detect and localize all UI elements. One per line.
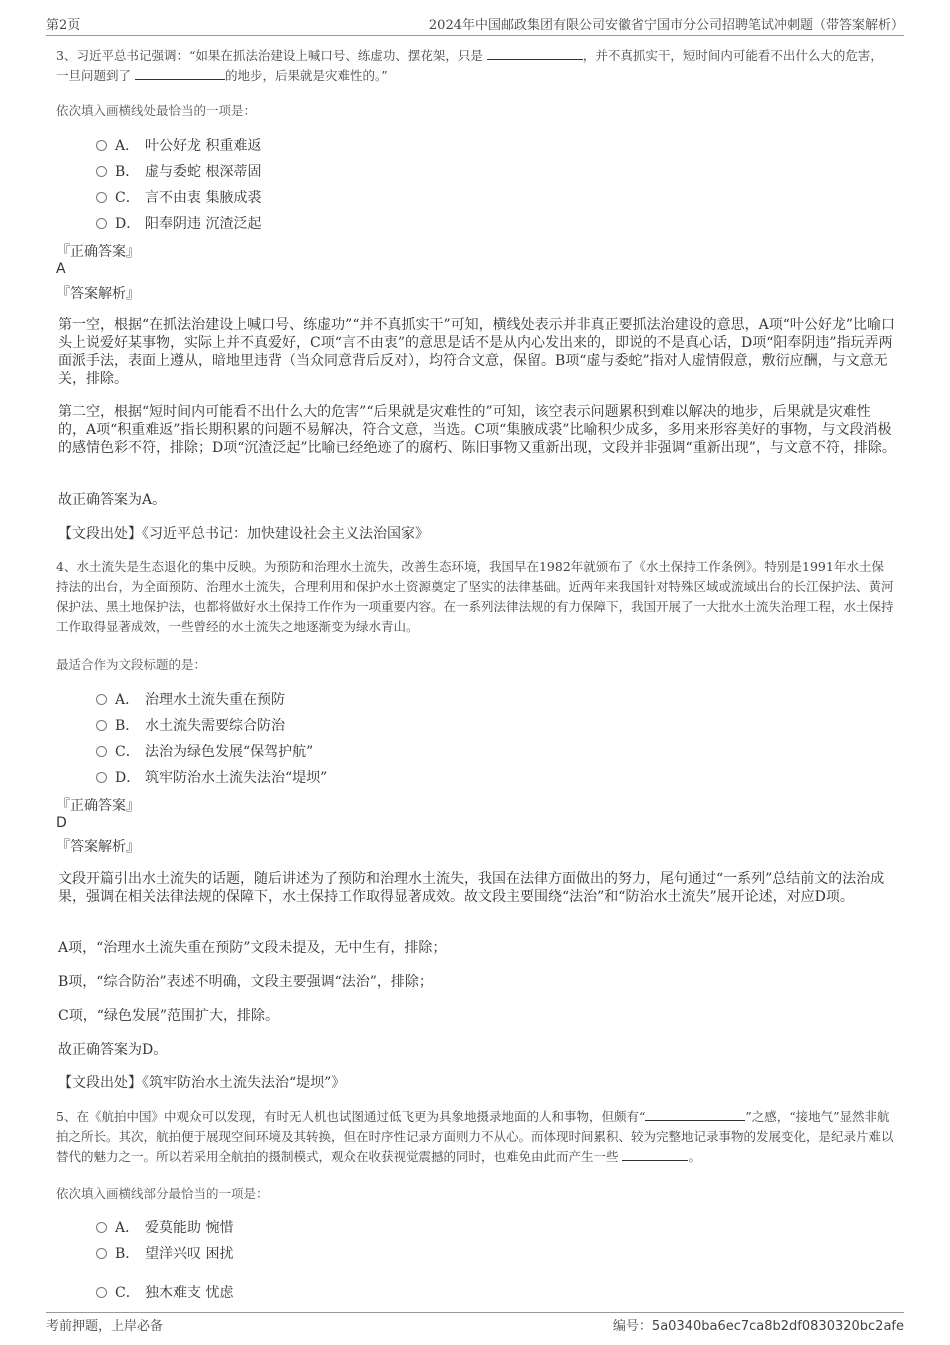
- radio-icon[interactable]: [96, 1287, 107, 1298]
- question-3-prompt: 依次填入画横线处最恰当的一项是：: [56, 103, 257, 118]
- page-header: [46, 14, 904, 34]
- header-divider: [46, 35, 904, 36]
- question-4-option-b[interactable]: B． 水土流失需要综合防治: [96, 716, 285, 736]
- blank-line: [622, 1148, 688, 1161]
- analysis-conclusion: 故正确答案为D。: [58, 1042, 168, 1058]
- analysis-paragraph: 第二空，根据“短时间内可能看不出什么大的危害”“后果就是灾难性的”可知，该空表示问题累积到难以解决的地步，后果就是灾难性的，A项“积重难返”指长期积累的问题不易解决，符合文意，当选。C项“集腋成裘”比喻积少成多，多用来形容美好的事物，与文段消极的感情色彩不符，排除；D项“沉渣泛起”比喻已经绝迹了的腐朽、陈旧事物又重新出现，文段并非强调“重新出现”，与文意不符，排除。: [58, 404, 896, 456]
- question-4-option-a[interactable]: A． 治理水土流失重在预防: [96, 690, 285, 710]
- correct-answer: D: [56, 815, 67, 831]
- radio-icon[interactable]: [96, 1222, 107, 1233]
- blank-line: [645, 1108, 745, 1121]
- footer-divider: [46, 1312, 904, 1313]
- page-number: 第2页: [46, 18, 81, 33]
- analysis-paragraph: A项，“治理水土流失重在预防”文段未提及，无中生有，排除；: [58, 940, 447, 956]
- question-4-text: 4、水土流失是生态退化的集中反映。为预防和治理水土流失，改善生态环境，我国早在1982年就颁布了《水土保持工作条例》。特别是1991年水土保持法的出台，为全面预防、治理水土流失，合理利用和保护水土资源奠定了坚实的法律基础。近两年来我国针对特殊区域或流域出台的长江保护法、黄河保护法、黑土地保护法，也都将做好水土保持工作作为一项重要内容。在一系列法律法规的有力保障下，我国开展了一大批水土流失治理工程，水土保持工作取得显著成效，一些曾经的水土流失之地逐渐变为绿水青山。: [56, 559, 894, 634]
- question-3-option-b[interactable]: B． 虚与委蛇 根深蒂固: [96, 162, 261, 182]
- source-citation: 【文段出处】《习近平总书记：加快建设社会主义法治国家》: [58, 526, 429, 542]
- question-3-option-d[interactable]: D． 阳奉阴违 沉渣泛起: [96, 214, 261, 234]
- radio-icon[interactable]: [96, 192, 107, 203]
- document-title: 2024年中国邮政集团有限公司安徽省宁国市分公司招聘笔试冲刺题（带答案解析）: [428, 18, 904, 33]
- analysis-paragraph: 第一空，根据“在抓法治建设上喊口号、练虚功”“并不真抓实干”可知，横线处表示并非真正要抓法治建设的意思，A项“叶公好龙”比喻口头上说爱好某事物，实际上并不真爱好，C项“言不由衷”的意思是话不是从内心发出来的，即说的不是真心话，D项“阳奉阴违”指玩弄两面派手法，表面上遵从，暗地里违背（当众同意背后反对），均符合文意，保留。B项“虚与委蛇”指对人虚情假意，敷衍应酬，与文意无关，排除。: [58, 317, 896, 387]
- analysis-conclusion: 故正确答案为A。: [58, 492, 167, 508]
- radio-icon[interactable]: [96, 218, 107, 229]
- correct-answer-label: 『正确答案』: [56, 244, 140, 260]
- correct-answer: A: [56, 261, 66, 277]
- analysis-paragraph: 文段开篇引出水土流失的话题，随后讲述为了预防和治理水土流失，我国在法律方面做出的努力，尾句通过“一系列”总结前文的法治成果，强调在相关法律法规的保障下，水土保持工作取得显著成效。故文段主要围绕“法治”和“防治水土流失”展开论述，对应D项。: [58, 871, 885, 905]
- radio-icon[interactable]: [96, 1248, 107, 1259]
- question-4-option-c[interactable]: C． 法治为绿色发展“保驾护航”: [96, 742, 313, 762]
- source-citation: 【文段出处】《筑牢防治水土流失法治“堤坝”》: [58, 1075, 346, 1091]
- document-code: 编号：5a0340ba6ec7ca8b2df0830320bc2afe: [612, 1319, 904, 1334]
- question-3-text: 3、习近平总书记强调：“如果在抓法治建设上喊口号、练虚功、摆花架，只是 ，并不真抓实干，短时间内可能看不出什么大的危害，一旦问题到了 的地步，后果就是灾难性的。”: [56, 48, 883, 83]
- question-5-option-a[interactable]: A． 爱莫能助 惋惜: [96, 1218, 233, 1238]
- blank-line: [487, 47, 583, 60]
- analysis-paragraph: B项，“综合防治”表述不明确，文段主要强调“法治”，排除；: [58, 974, 433, 990]
- radio-icon[interactable]: [96, 720, 107, 731]
- question-3-option-a[interactable]: A． 叶公好龙 积重难返: [96, 136, 261, 156]
- footer-slogan: 考前押题，上岸必备: [46, 1319, 164, 1334]
- blank-line: [135, 67, 225, 80]
- radio-icon[interactable]: [96, 166, 107, 177]
- analysis-label: 『答案解析』: [56, 286, 140, 302]
- question-3-option-c[interactable]: C． 言不由衷 集腋成裘: [96, 188, 261, 208]
- question-4-prompt: 最适合作为文段标题的是：: [56, 657, 207, 672]
- analysis-label: 『答案解析』: [56, 839, 140, 855]
- radio-icon[interactable]: [96, 746, 107, 757]
- radio-icon[interactable]: [96, 772, 107, 783]
- question-5-prompt: 依次填入画横线部分最恰当的一项是：: [56, 1186, 269, 1201]
- radio-icon[interactable]: [96, 694, 107, 705]
- question-5-option-b[interactable]: B． 望洋兴叹 困扰: [96, 1244, 233, 1264]
- question-5-option-c[interactable]: C． 独木难支 忧虑: [96, 1283, 233, 1303]
- radio-icon[interactable]: [96, 140, 107, 151]
- question-5-text: 5、在《航拍中国》中观众可以发现，有时无人机也试图通过低飞更为具象地摄录地面的人和事物，但颇有“ ”之感，“接地气”显然非航拍之所长。其次，航拍便于展现空间环境及其转换，但在时序性记录方面则力不从心。而体现时间累积、较为完整地记录事物的发展变化，是纪录片难以替代的魅力之一。所以若采用全航拍的摄制模式，观众在收获视觉震撼的同时，也难免由此而产生一些 。: [56, 1109, 894, 1164]
- question-4-option-d[interactable]: D． 筑牢防治水土流失法治“堤坝”: [96, 768, 327, 788]
- correct-answer-label: 『正确答案』: [56, 798, 140, 814]
- analysis-paragraph: C项，“绿色发展”范围扩大，排除。: [58, 1008, 280, 1024]
